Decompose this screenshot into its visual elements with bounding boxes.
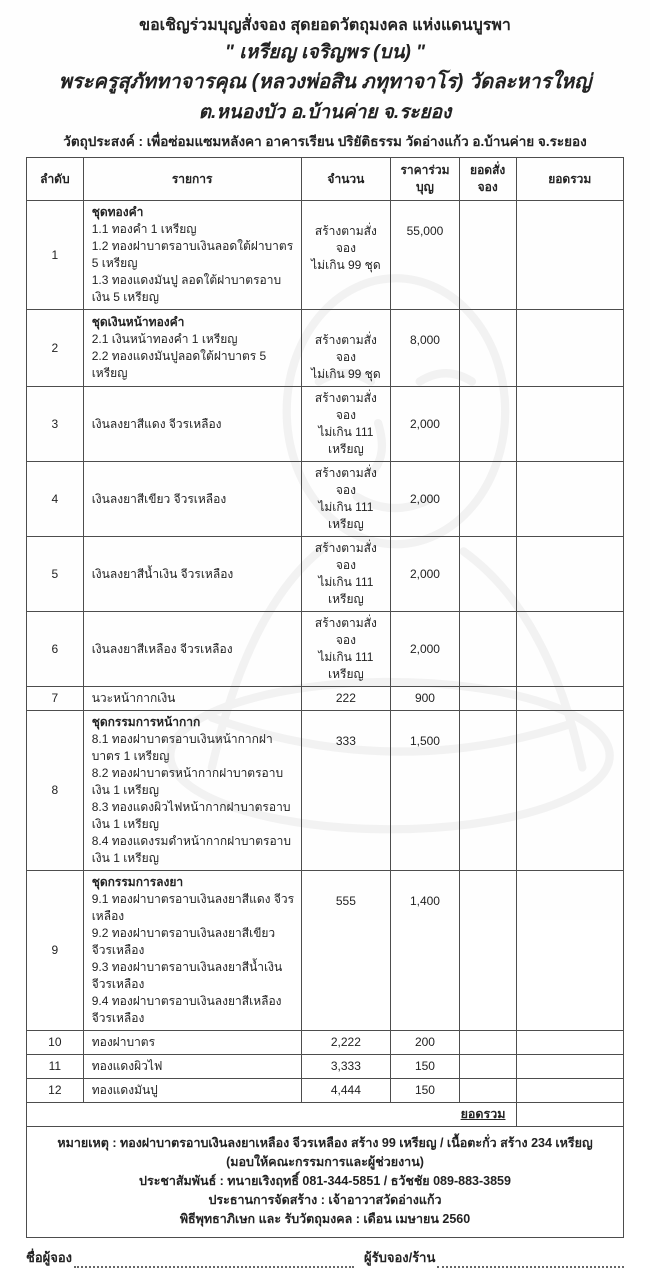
row-number-cell: 10	[27, 1031, 84, 1055]
item-cell	[83, 310, 301, 387]
header-temple-location: ต.หนองบัว อ.บ้านค่าย จ.ระยอง	[198, 102, 452, 123]
item-sub-line: 1.3 ทองแดงมันปู ลอดใต้ฝาบาตรอาบเงิน 5 เหรียญ	[91, 273, 282, 304]
item-label: ทองแดงผิวไฟ	[91, 1059, 163, 1073]
quantity-cell	[301, 871, 391, 1031]
grand-total-row	[27, 1103, 624, 1127]
price-cell: 2,000	[391, 387, 460, 462]
quantity-line: 222	[335, 691, 356, 705]
quantity-cell	[301, 711, 391, 871]
row-total-cell	[516, 1079, 624, 1103]
row-number-cell: 12	[27, 1079, 84, 1103]
order-amount-cell	[459, 687, 516, 711]
quantity-cell	[301, 310, 391, 387]
price-cell: 150	[391, 1079, 460, 1103]
table-row	[27, 201, 624, 310]
row-total-cell	[516, 462, 624, 537]
signature-line	[26, 1247, 624, 1268]
item-sub-line: 8.1 ทองฝาบาตรอาบเงินหน้ากากฝาบาตร 1 เหรียญ	[91, 732, 273, 763]
item-cell	[83, 537, 301, 612]
row-number-cell: 4	[27, 462, 84, 537]
price-cell: 55,000	[391, 201, 460, 310]
quantity-line: 333	[335, 734, 356, 748]
row-total-cell	[516, 1055, 624, 1079]
order-amount-cell	[459, 537, 516, 612]
row-number-cell: 6	[27, 612, 84, 687]
quantity-line: ไม่เกิน 99 ชุด	[311, 367, 381, 381]
item-label: เงินลงยาสีแดง จีวรเหลือง	[91, 416, 222, 431]
quantity-line: 555	[335, 894, 356, 908]
quantity-line: 3,333	[330, 1059, 361, 1073]
notes-box	[27, 1127, 624, 1238]
item-sub-line: 2.1 เงินหน้าทองคำ 1 เหรียญ	[91, 332, 238, 346]
table-row	[27, 462, 624, 537]
quantity-cell	[301, 1031, 391, 1055]
item-sub-line: 9.1 ทองฝาบาตรอาบเงินลงยาสีแดง จีวรเหลือง	[91, 892, 295, 923]
order-amount-cell	[459, 310, 516, 387]
quantity-line: 2,222	[330, 1035, 361, 1049]
quantity-line: สร้างตามสั่งจอง	[314, 466, 377, 497]
item-cell	[83, 1031, 301, 1055]
item-cell	[83, 201, 301, 310]
item-cell	[83, 462, 301, 537]
quantity-cell	[301, 687, 391, 711]
table-row	[27, 687, 624, 711]
item-sub-line: 8.3 ทองแดงผิวไฟหน้ากากฝาบาตรอาบเงิน 1 เหรียญ	[91, 800, 291, 831]
purpose-line: วัตถุประสงค์ : เพื่อซ่อมแซมหลังคา อาคารเรียน ปริยัติธรรม วัดอ่างแก้ว อ.บ้านค่าย จ.ระยอง	[63, 134, 587, 149]
table-row	[27, 537, 624, 612]
table-row	[27, 1055, 624, 1079]
table-row	[27, 711, 624, 871]
row-total-cell	[516, 687, 624, 711]
table-row	[27, 387, 624, 462]
note-ceremony-date: พิธีพุทธาภิเษก และ รับวัตถุมงคล : เดือน เมษายน 2560	[179, 1212, 471, 1226]
quantity-cell	[301, 201, 391, 310]
note-committee: (มอบให้คณะกรรมการและผู้ช่วยงาน)	[226, 1155, 424, 1169]
price-cell: 2,000	[391, 612, 460, 687]
item-cell	[83, 871, 301, 1031]
row-number-cell: 9	[27, 871, 84, 1031]
table-row	[27, 871, 624, 1031]
quantity-line: สร้างตามสั่งจอง	[314, 391, 377, 422]
price-cell: 2,000	[391, 462, 460, 537]
item-label: เงินลงยาสีน้ำเงิน จีวรเหลือง	[91, 566, 234, 581]
item-cell	[83, 387, 301, 462]
row-total-cell	[516, 1031, 624, 1055]
item-cell	[83, 687, 301, 711]
row-number-cell: 7	[27, 687, 84, 711]
row-total-cell	[516, 871, 624, 1031]
quantity-cell	[301, 612, 391, 687]
form-header	[26, 14, 624, 127]
table-header-row	[27, 158, 624, 201]
row-number-cell: 2	[27, 310, 84, 387]
header-monk-name: พระครูสุภัททาจารคุณ (หลวงพ่อสิน ภทุทาจาโร) วัดละหารใหญ่	[58, 71, 592, 93]
item-sub-line: 2.2 ทองแดงมันปูลอดใต้ฝาบาตร 5 เหรียญ	[91, 349, 267, 380]
item-cell	[83, 1055, 301, 1079]
grand-total-label-cell	[27, 1103, 517, 1127]
item-sub-line: 9.3 ทองฝาบาตรอาบเงินลงยาสีน้ำเงิน จีวรเหลือง	[91, 960, 283, 991]
table-row	[27, 310, 624, 387]
row-number-cell: 8	[27, 711, 84, 871]
row-total-cell	[516, 612, 624, 687]
table-row	[27, 1079, 624, 1103]
row-total-cell	[516, 201, 624, 310]
quantity-line: ไม่เกิน 111 เหรียญ	[318, 500, 374, 531]
quantity-cell	[301, 387, 391, 462]
table-row	[27, 612, 624, 687]
quantity-line: ไม่เกิน 111 เหรียญ	[318, 575, 374, 606]
column-header-5: ยอดรวม	[516, 158, 624, 201]
item-group-title: ชุดกรรมการลงยา	[91, 875, 184, 889]
column-header-0: ลำดับ	[27, 158, 84, 201]
item-group-title: ชุดกรรมการหน้ากาก	[91, 715, 201, 729]
note-chairman: ประธานการจัดสร้าง : เจ้าอาวาสวัดอ่างแก้ว	[208, 1193, 442, 1207]
order-amount-cell	[459, 1031, 516, 1055]
row-total-cell	[516, 310, 624, 387]
price-cell: 2,000	[391, 537, 460, 612]
header-amulet-name: " เหรียญ เจริญพร (บน) "	[224, 42, 426, 63]
quantity-line: ไม่เกิน 111 เหรียญ	[318, 650, 374, 681]
notes-row	[27, 1127, 624, 1238]
price-cell: 900	[391, 687, 460, 711]
item-cell	[83, 711, 301, 871]
note-remark: หมายเหตุ : ทองฝาบาตรอาบเงินลงยาเหลือง จีวรเหลือง สร้าง 99 เหรียญ / เนื้อตะกั่ว สร้าง 234 เหรียญ	[57, 1136, 593, 1150]
note-contact: ประชาสัมพันธ์ : ทนายเริงฤทธิ์ 081-344-5851 / ธวัชชัย 089-883-3859	[139, 1174, 511, 1188]
header-invitation-line: ขอเชิญร่วมบุญสั่งจอง สุดยอดวัตถุมงคล แห่งแดนบูรพา	[139, 17, 511, 34]
order-amount-cell	[459, 387, 516, 462]
quantity-line: สร้างตามสั่งจอง	[314, 333, 377, 364]
row-number-cell: 1	[27, 201, 84, 310]
item-sub-line: 9.4 ทองฝาบาตรอาบเงินลงยาสีเหลือง จีวรเหลือง	[91, 994, 282, 1025]
quantity-cell	[301, 462, 391, 537]
order-amount-cell	[459, 1079, 516, 1103]
item-sub-line: 8.2 ทองฝาบาตรหน้ากากฝาบาตรอาบเงิน 1 เหรียญ	[91, 766, 284, 797]
receiver-shop-field	[437, 1253, 624, 1268]
quantity-line: สร้างตามสั่งจอง	[314, 224, 377, 255]
price-cell: 200	[391, 1031, 460, 1055]
row-total-cell	[516, 711, 624, 871]
order-amount-cell	[459, 201, 516, 310]
quantity-cell	[301, 537, 391, 612]
item-sub-line: 1.2 ทองฝาบาตรอาบเงินลอดใต้ฝาบาตร 5 เหรียญ	[91, 239, 294, 270]
order-table	[26, 157, 624, 1238]
column-header-4: ยอดสั่งจอง	[459, 158, 516, 201]
order-amount-cell	[459, 462, 516, 537]
item-cell	[83, 612, 301, 687]
quantity-cell	[301, 1079, 391, 1103]
item-label: นวะหน้ากากเงิน	[91, 691, 176, 705]
column-header-3: ราคาร่วมบุญ	[391, 158, 460, 201]
row-total-cell	[516, 537, 624, 612]
column-header-2: จำนวน	[301, 158, 391, 201]
item-sub-line: 9.2 ทองฝาบาตรอาบเงินลงยาสีเขียว จีวรเหลือง	[91, 926, 276, 957]
quantity-line: ไม่เกิน 99 ชุด	[311, 258, 381, 272]
row-number-cell: 3	[27, 387, 84, 462]
grand-total-label: ยอดรวม	[460, 1107, 506, 1121]
item-label: เงินลงยาสีเหลือง จีวรเหลือง	[91, 641, 233, 656]
item-label: เงินลงยาสีเขียว จีวรเหลือง	[91, 491, 227, 506]
item-group-title: ชุดทองคำ	[91, 205, 144, 219]
column-header-1: รายการ	[83, 158, 301, 201]
price-cell: 150	[391, 1055, 460, 1079]
table-row	[27, 1031, 624, 1055]
quantity-line: ไม่เกิน 111 เหรียญ	[318, 425, 374, 456]
item-label: ทองฝาบาตร	[91, 1035, 156, 1049]
item-sub-line: 1.1 ทองคำ 1 เหรียญ	[91, 222, 197, 236]
orderer-name-field	[74, 1253, 354, 1268]
order-amount-cell	[459, 871, 516, 1031]
row-number-cell: 11	[27, 1055, 84, 1079]
receiver-shop-label: ผู้รับจอง/ร้าน	[363, 1250, 436, 1265]
item-group-title: ชุดเงินหน้าทองคำ	[91, 315, 185, 329]
order-amount-cell	[459, 1055, 516, 1079]
order-amount-cell	[459, 612, 516, 687]
price-cell: 8,000	[391, 310, 460, 387]
order-amount-cell	[459, 711, 516, 871]
item-cell	[83, 1079, 301, 1103]
quantity-line: 4,444	[330, 1083, 361, 1097]
price-cell: 1,400	[391, 871, 460, 1031]
price-cell: 1,500	[391, 711, 460, 871]
quantity-cell	[301, 1055, 391, 1079]
quantity-line: สร้างตามสั่งจอง	[314, 616, 377, 647]
row-total-cell	[516, 387, 624, 462]
quantity-line: สร้างตามสั่งจอง	[314, 541, 377, 572]
item-label: ทองแดงมันปู	[91, 1083, 158, 1097]
grand-total-value-cell	[516, 1103, 624, 1127]
item-sub-line: 8.4 ทองแดงรมดำหน้ากากฝาบาตรอาบเงิน 1 เหรียญ	[91, 834, 292, 865]
row-number-cell: 5	[27, 537, 84, 612]
orderer-name-label: ชื่อผู้จอง	[26, 1250, 73, 1265]
